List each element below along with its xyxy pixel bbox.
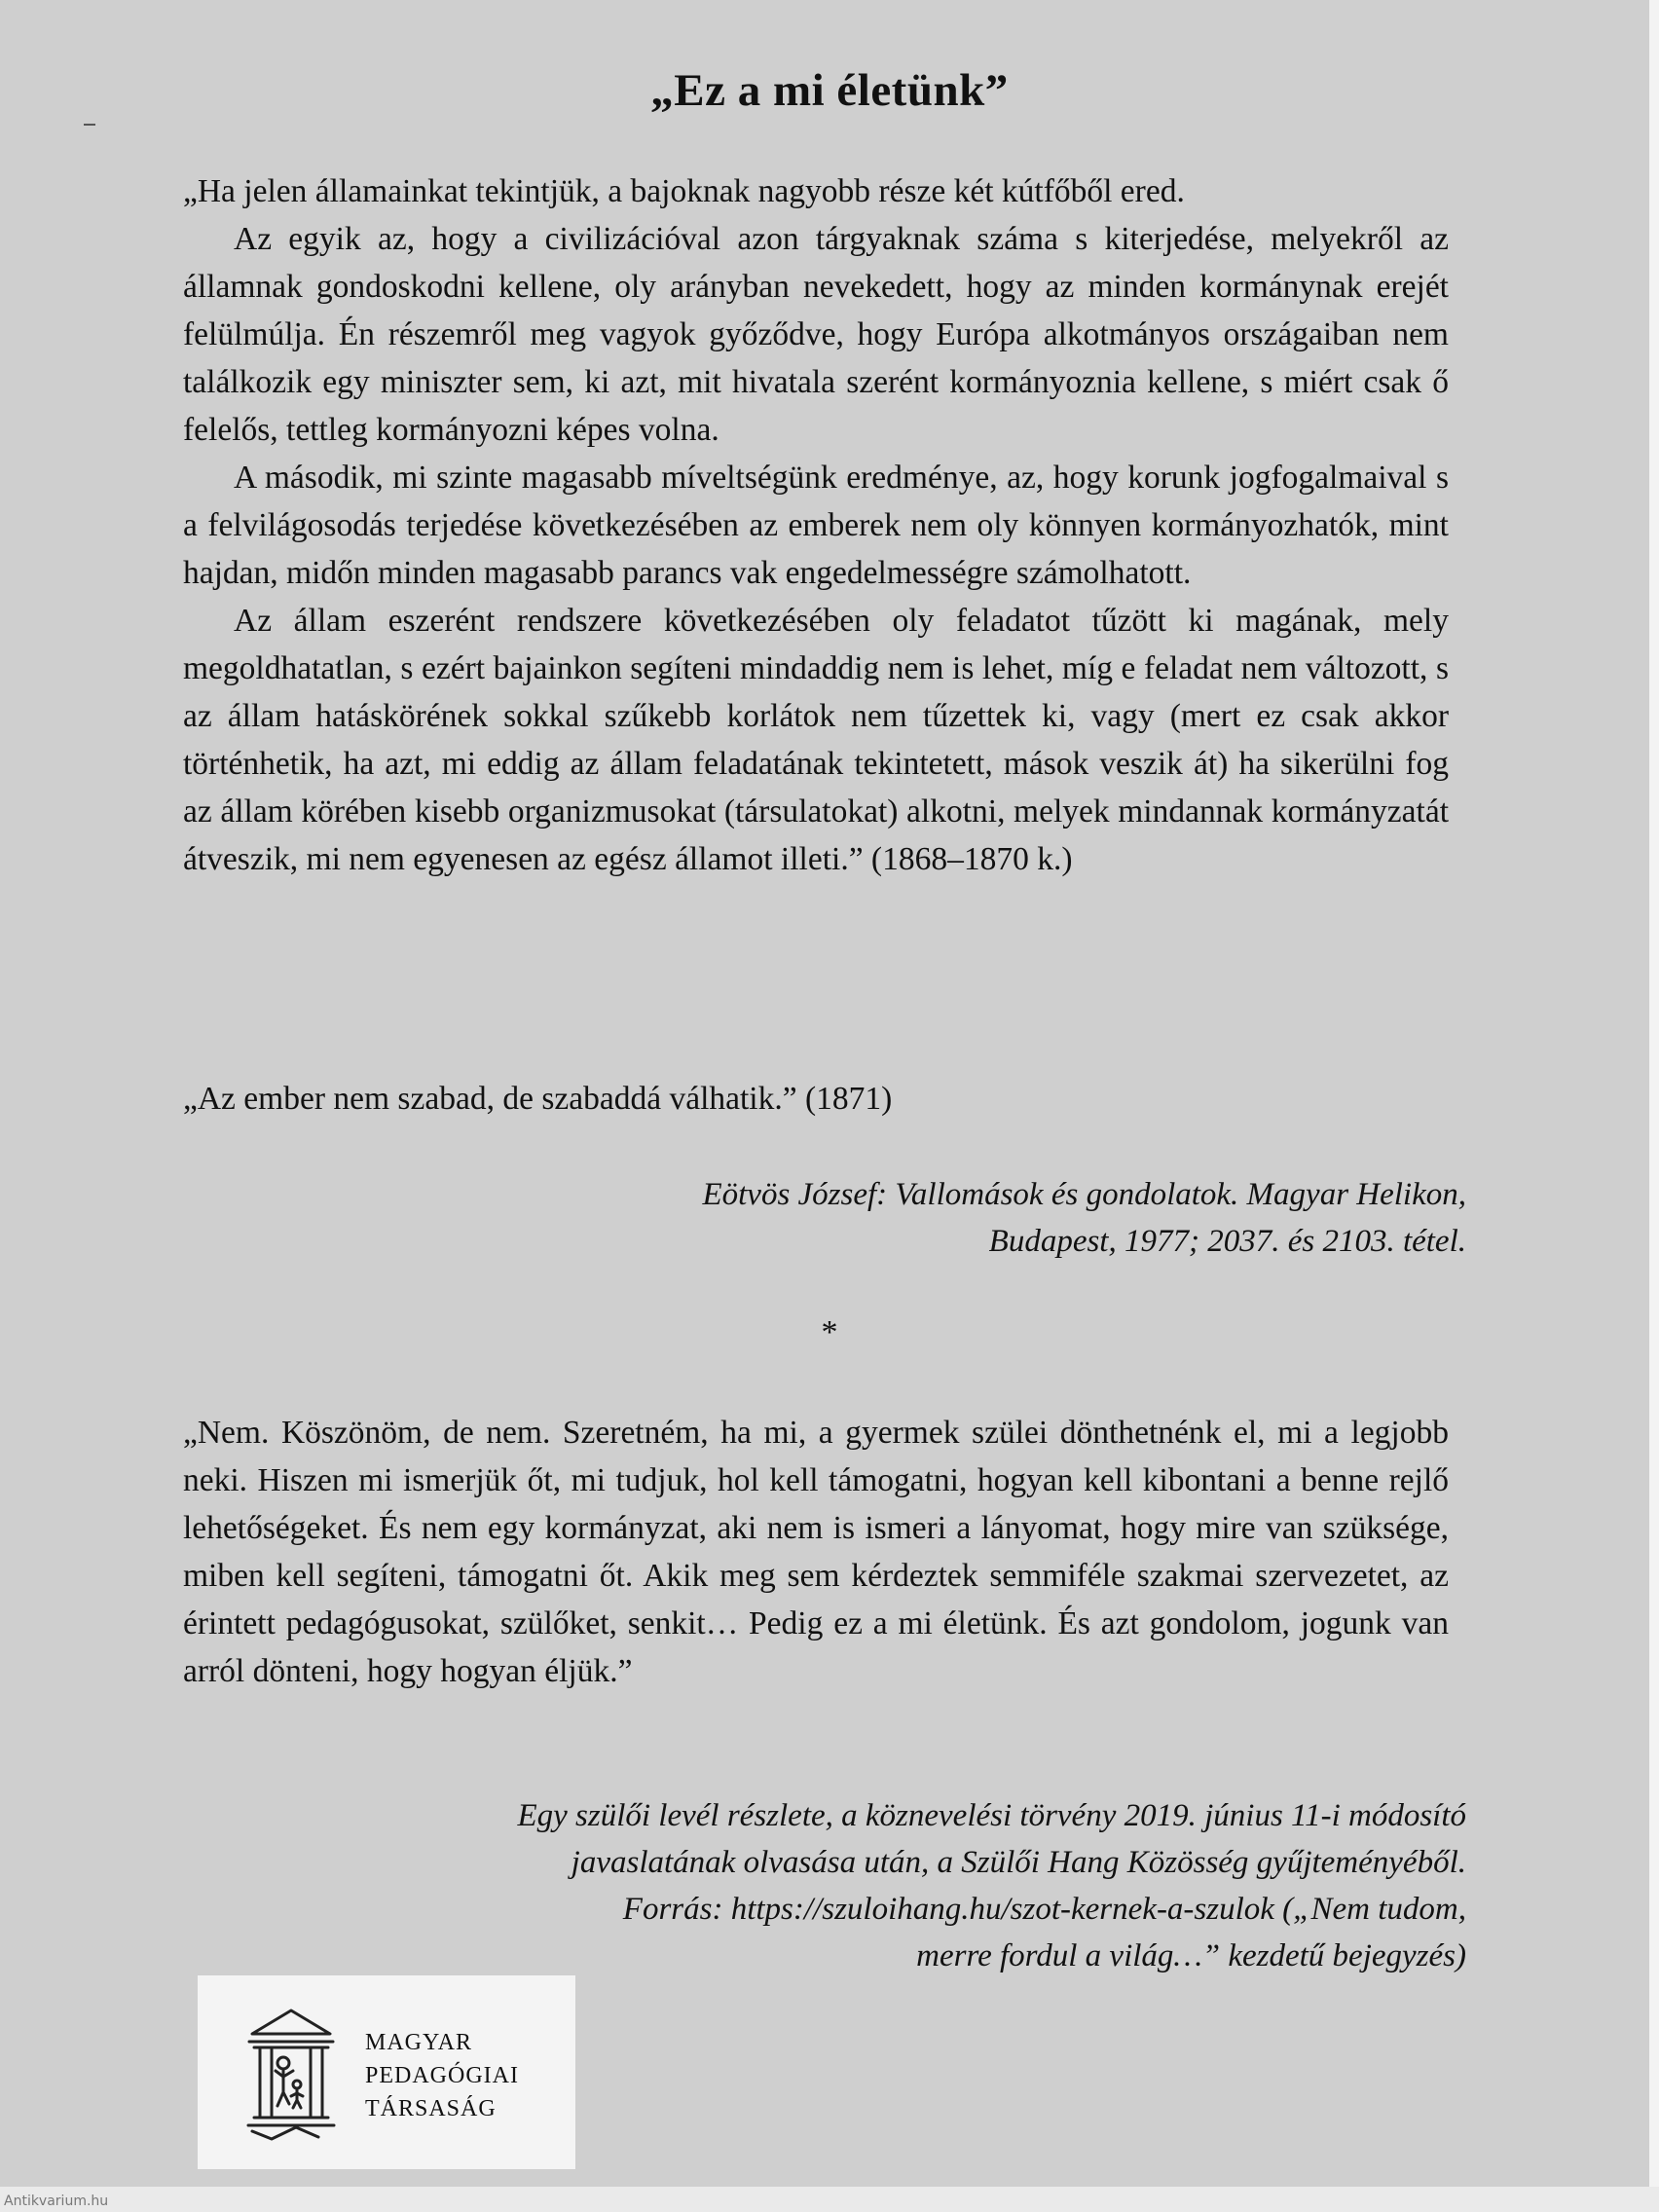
- quote-short: „Az ember nem szabad, de szabaddá válhatik.” (1871): [183, 1081, 893, 1117]
- source-eotvos-line-1: Eötvös József: Vallomások és gondolatok. Magyar Helikon,: [702, 1177, 1466, 1212]
- source-letter-line-2: javaslatának olvasása után, a Szülői Hang Közösség gyűjteményéből.: [571, 1845, 1466, 1880]
- source-letter-line-1: Egy szülői levél részlete, a köznevelési törvény 2019. június 11-i módosító: [517, 1798, 1466, 1833]
- page-title: „Ez a mi életünk”: [650, 65, 1009, 116]
- source-letter-line-4: merre fordul a világ…” kezdetű bejegyzés): [916, 1938, 1466, 1973]
- logo-box: [198, 1975, 575, 2169]
- logo-line-1: MAGYAR: [365, 2030, 473, 2055]
- source-eotvos: [298, 1171, 1466, 1265]
- parent-letter: [183, 1409, 1449, 1695]
- quote-paragraph-3: A második, mi szinte magasabb míveltségünk eredménye, az, hogy korunk jogfogalmaival s a felvilágosodás terjedése következésében az emberek nem oly könnyen kormányozhatók, mint hajdan, midőn minden magasabb parancs vak engedelmességre számolhatott.: [183, 460, 1449, 591]
- source-eotvos-line-2: Budapest, 1977; 2037. és 2103. tétel.: [988, 1224, 1466, 1259]
- page-edge: [1649, 0, 1659, 2212]
- section-separator: *: [821, 1314, 838, 1350]
- watermark: Antikvarium.hu: [4, 2194, 109, 2209]
- page-bottom-edge: [0, 2187, 1659, 2212]
- margin-mark: [84, 124, 95, 126]
- temple-logo-icon: [242, 2003, 340, 2147]
- logo-text: [365, 2026, 519, 2125]
- parent-letter-text: „Nem. Köszönöm, de nem. Szeretném, ha mi, a gyermek szülei dönthetnénk el, mi a legjobb neki. Hiszen mi ismerjük őt, mi tudjuk, hol kell támogatni, hogyan kell kibontani a benne rejlő lehetőségeket. És nem egy kormányzat, aki nem is ismeri a lányomat, hogy mire van szüksége, miben kell segíteni, támogatni őt. Akik meg sem kérdeztek semmiféle szakmai szervezetet, az érintett pedagógusokat, szülőket, senkit… Pedig ez a mi életünk. És azt gondolom, jogunk van arról dönteni, hogy hogyan éljük.”: [183, 1415, 1449, 1689]
- logo-line-2: PEDAGÓGIAI: [365, 2063, 519, 2088]
- quote-paragraph-4: Az állam eszerént rendszere következésében oly feladatot tűzött ki magának, mely megoldhatatlan, s ezért bajainkon segíteni mindaddig nem is lehet, míg e feladat nem változott, s az állam hatáskörének sokkal szűkebb korlátok nem tűzettek ki, vagy (mert ez csak akkor történhetik, ha azt, mi eddig az állam feladatának tekintetett, mások veszik át) ha sikerülni fog az állam körében kisebb organizmusokat (társulatokat) alkotni, melyek mindannak kormányzatát átveszik, mi nem egyenesen az egész államot illeti.” (1868–1870 k.): [183, 603, 1449, 877]
- source-letter: [298, 1792, 1466, 1979]
- quote-eotvos: [183, 167, 1449, 883]
- source-letter-line-3: Forrás: https://szuloihang.hu/szot-kernek-a-szulok („Nem tudom,: [622, 1892, 1466, 1927]
- quote-paragraph-1: „Ha jelen államainkat tekintjük, a bajoknak nagyobb része két kútfőből ered.: [183, 173, 1185, 209]
- quote-paragraph-2: Az egyik az, hogy a civilizációval azon tárgyaknak száma s kiterjedése, melyekről az államnak gondoskodni kellene, oly arányban nevekedett, hogy az minden kormánynak erejét felülmúlja. Én részemről meg vagyok győződve, hogy Európa alkotmányos országaiban nem találkozik egy miniszter sem, ki azt, mit hivatala szerént kormányoznia kellene, s miért csak ő felelős, tettleg kormányozni képes volna.: [183, 221, 1449, 448]
- logo-line-3: TÁRSASÁG: [365, 2096, 497, 2121]
